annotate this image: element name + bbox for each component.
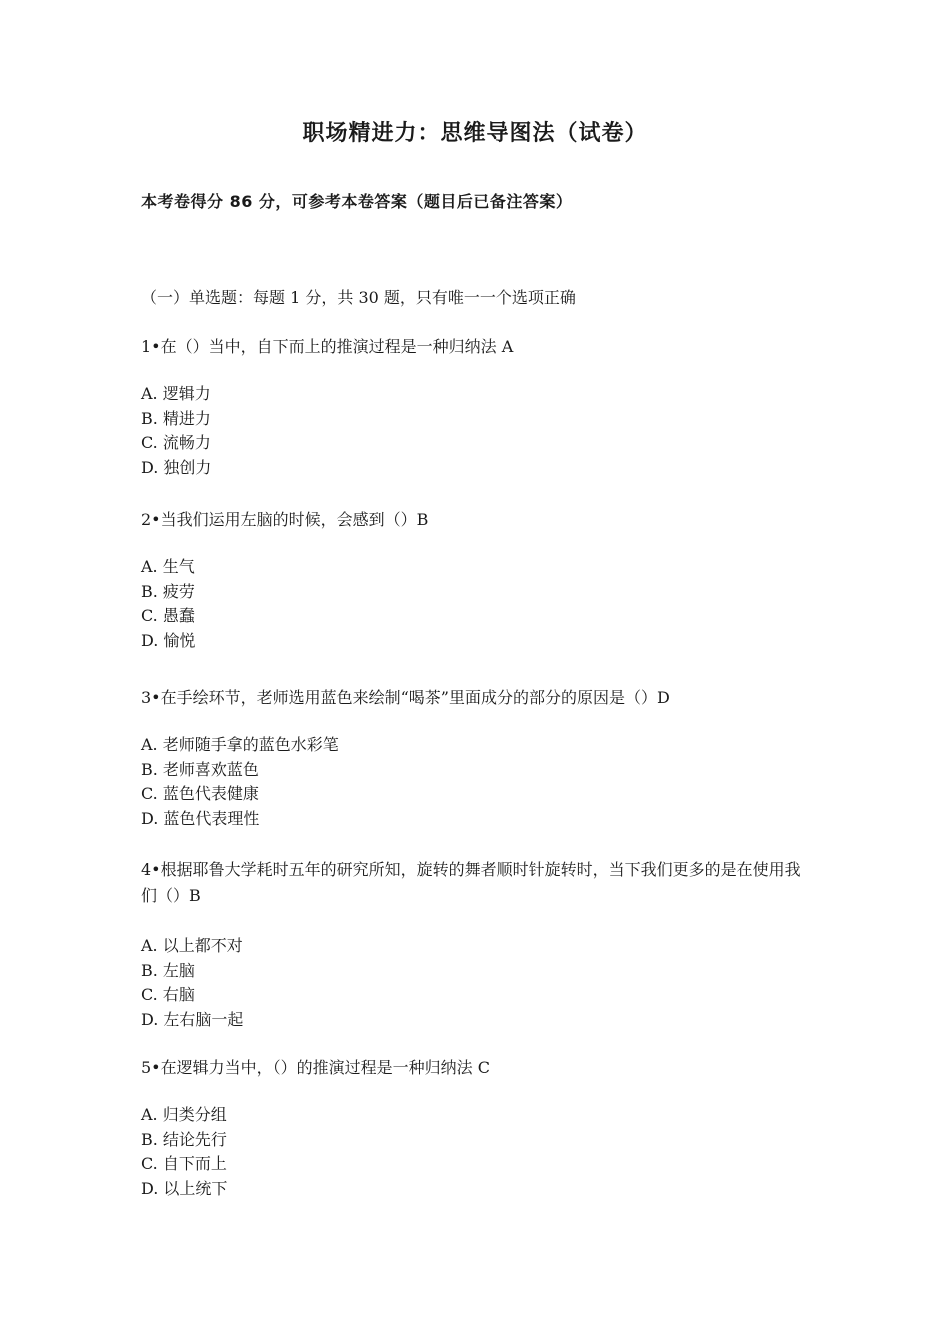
question-1: 1•在（）当中，自下而上的推演过程是一种归纳法 A [141, 337, 514, 356]
question-3-options [141, 733, 339, 832]
question-5-options [141, 1103, 227, 1202]
option-d: D. 蓝色代表理性 [141, 809, 260, 829]
option-a: A. 逻辑力 [141, 384, 211, 403]
page-title: 职场精进力：思维导图法（试卷） [302, 121, 648, 146]
option-a: A. 生气 [141, 557, 195, 576]
option-b: B. 结论先行 [141, 1129, 227, 1149]
option-b: B. 疲劳 [141, 581, 195, 601]
option-b: B. 精进力 [141, 408, 211, 428]
option-b: B. 老师喜欢蓝色 [141, 759, 259, 779]
option-c: C. 愚蠢 [141, 606, 195, 626]
option-d: D. 愉悦 [141, 631, 196, 651]
option-d: D. 独创力 [141, 458, 212, 478]
question-5: 5•在逻辑力当中，（）的推演过程是一种归纳法 C [141, 1058, 490, 1077]
option-c: C. 流畅力 [141, 433, 211, 453]
question-2: 2•当我们运用左脑的时候，会感到（）B [141, 510, 429, 529]
option-b: B. 左脑 [141, 960, 195, 980]
question-3: 3•在手绘环节，老师选用蓝色来绘制“喝茶”里面成分的部分的原因是（）D [141, 688, 670, 707]
option-c: C. 右脑 [141, 985, 195, 1005]
option-a: A. 老师随手拿的蓝色水彩笔 [141, 735, 339, 754]
score-note: 本考卷得分 86 分，可参考本卷答案（题目后已备注答案） [141, 192, 573, 211]
question-4-options [141, 934, 243, 1033]
option-d: D. 左右脑一起 [141, 1010, 244, 1030]
option-c: C. 蓝色代表健康 [141, 784, 259, 804]
option-a: A. 归类分组 [141, 1105, 227, 1124]
question-1-options [141, 382, 211, 481]
option-c: C. 自下而上 [141, 1154, 227, 1174]
question-2-options [141, 555, 195, 654]
option-a: A. 以上都不对 [141, 936, 243, 955]
question-4: 4•根据耶鲁大学耗时五年的研究所知，旋转的舞者顺时针旋转时，当下我们更多的是在使用我们（）B [141, 860, 801, 905]
section-heading: （一）单选题：每题 1 分，共 30 题，只有唯一一个选项正确 [141, 288, 576, 307]
option-d: D. 以上统下 [141, 1179, 228, 1199]
